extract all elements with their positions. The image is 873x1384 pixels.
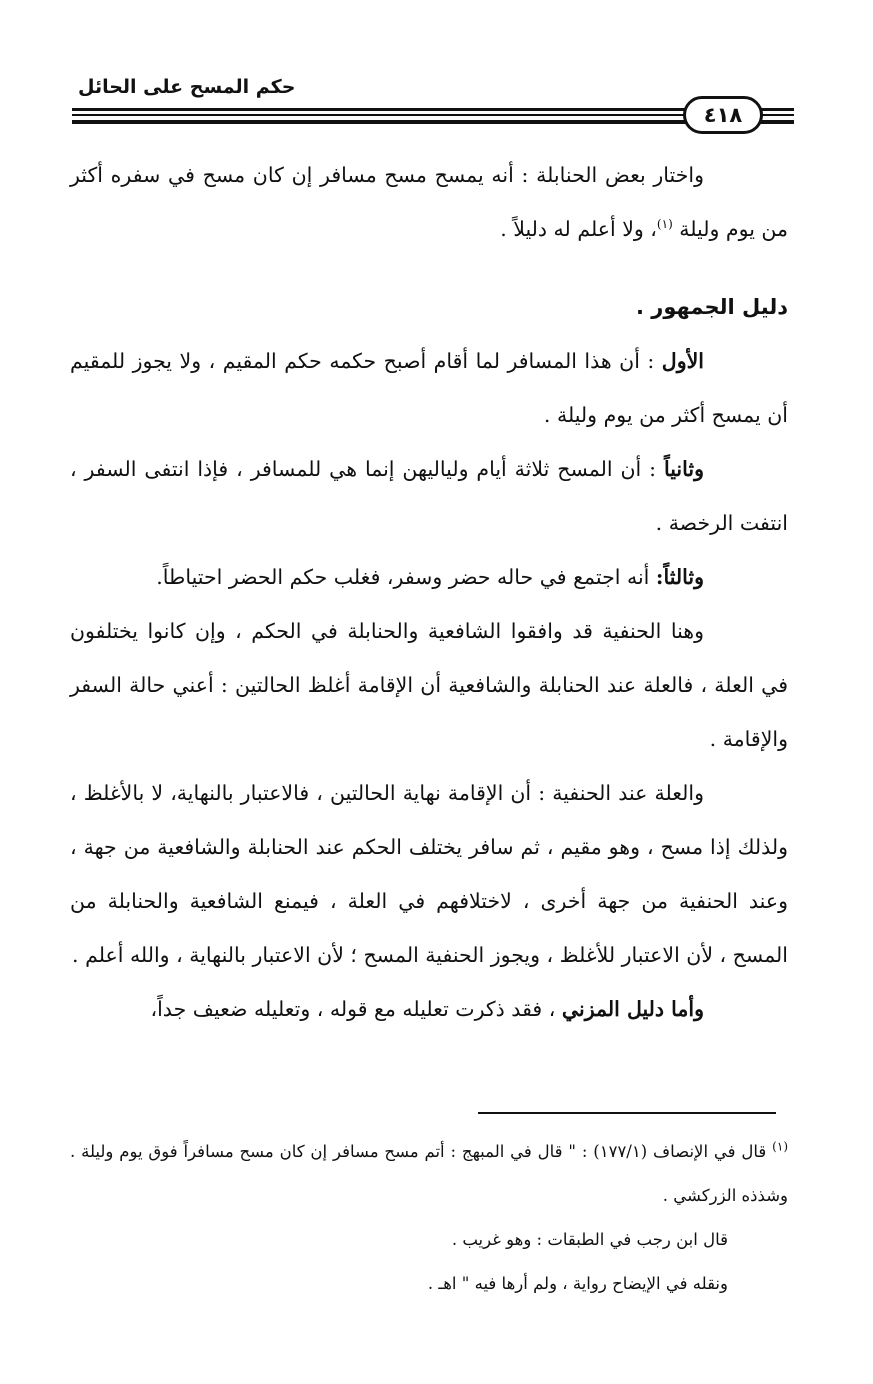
paragraph-text: ، فقد ذكرت تعليله مع قوله ، وتعليله ضعيف جداً، [150,997,556,1021]
paragraph [70,148,788,256]
paragraph [70,982,788,1036]
paragraph-text: : أن هذا المسافر لما أقام أصبح حكمه حكم المقيم ، ولا يجوز للمقيم أن يمسح أكثر من يوم وليلة . [70,349,788,427]
paragraph: وهنا الحنفية قد وافقوا الشافعية والحنابلة في الحكم ، وإن كانوا يختلفون في العلة ، فالعلة عند الحنابلة والشافعية أن الإقامة أغلظ الحالتين : أعني حالة السفر والإقامة . [70,619,788,751]
header-rule [72,120,690,124]
footnote-text: قال في الإنصاف (١٧٧/١) : " قال في المبهج : أتم مسح مسافر إن كان مسح مسافراً فوق يوم وليلة . وشذذه الزركشي . [70,1142,788,1205]
running-header-title: حكم المسح على الحائل [78,76,296,98]
footnote [70,1130,788,1218]
paragraph [70,550,788,604]
paragraph: والعلة عند الحنفية : أن الإقامة نهاية الحالتين ، فالاعتبار بالنهاية، لا بالأغلظ ، ولذلك إذا مسح ، وهو مقيم ، ثم سافر يختلف الحكم عند الحنابلة والشافعية من جهة ، وعند الحنفية من جهة أخرى ، لاختلافهم في العلة ، فيمنع الشافعية والحنابلة من المسح ، لأن الاعتبار للأغلظ ، ويجوز الحنفية المسح ؛ لأن الاعتبار بالنهاية ، والله أعلم . [70,781,788,967]
paragraph-text: : أن المسح ثلاثة أيام ولياليهن إنما هي للمسافر ، فإذا انتفى السفر ، انتفت الرخصة . [70,457,788,535]
section-heading: دليل الجمهور . [636,295,788,319]
paragraph-text: ، ولا أعلم له دليلاً . [500,217,657,241]
paragraph-text: أنه اجتمع في حاله حضر وسفر، فغلب حكم الحضر احتياطاً. [156,565,650,589]
footnote-ref: (١) [656,217,673,232]
paragraph [70,442,788,550]
footnote-number: (١) [772,1139,788,1154]
footnotes [70,1130,788,1306]
paragraph-lead: الأول [661,349,704,373]
paragraph [70,334,788,442]
paragraph-lead: وثالثاً: [655,565,704,589]
footnote-line: ونقله في الإيضاح رواية ، ولم أرها فيه " اهـ . [427,1274,728,1293]
paragraph-lead: وثانياً [663,457,704,481]
page-number: ٤١٨ [683,96,763,134]
footnote-separator [478,1112,776,1114]
header-rule [72,108,690,111]
paragraph-text: واختار بعض الحنابلة : أنه يمسح مسح مسافر إن كان مسح في سفره أكثر من يوم وليلة [70,163,788,241]
footnote-line: قال ابن رجب في الطبقات : وهو غريب . [451,1230,728,1249]
paragraph-lead: وأما دليل المزني [561,997,704,1021]
body-text [70,148,788,1036]
header-rule [72,114,690,116]
